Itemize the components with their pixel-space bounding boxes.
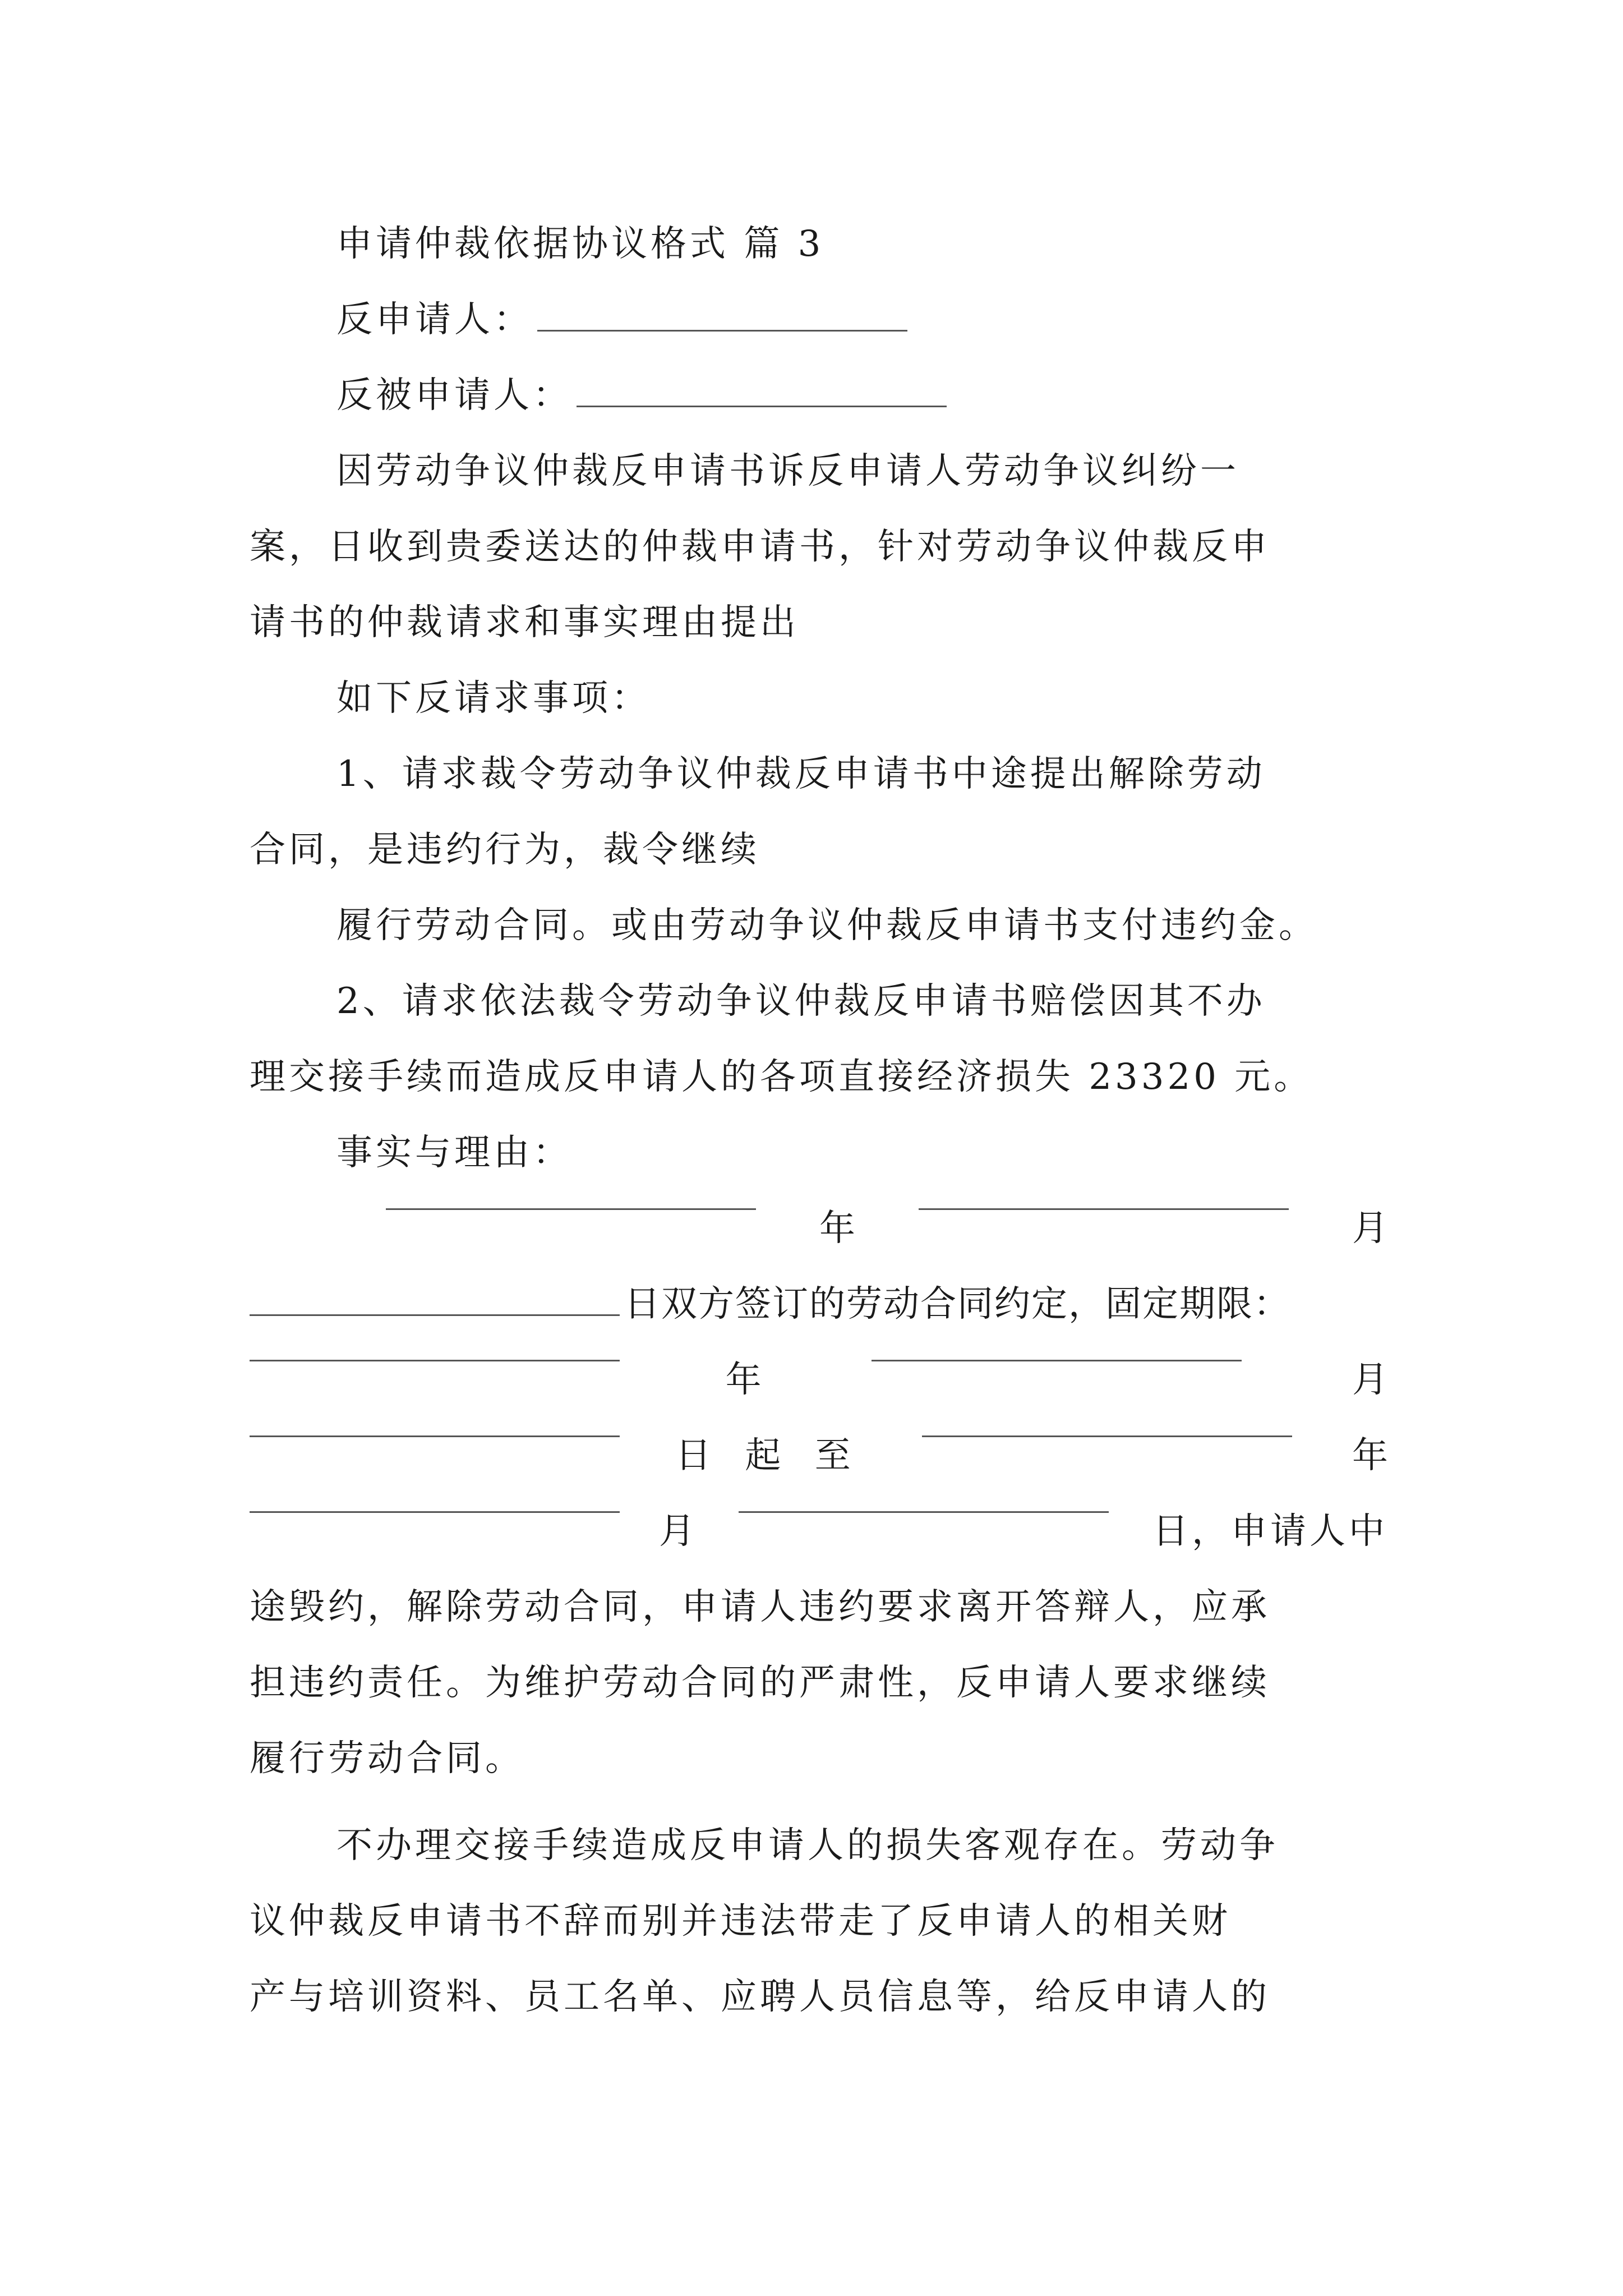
date-blank	[919, 1206, 1289, 1210]
date-blank	[386, 1206, 756, 1210]
paragraph-3-line-3: 履行劳动合同。	[250, 1738, 524, 1779]
date-blank	[872, 1358, 1242, 1361]
date-year-label: 年	[1352, 1435, 1388, 1476]
date-row-1	[381, 1206, 1388, 1251]
claim-2-line-1: 2、请求依法裁令劳动争议仲裁反申请书赔偿因其不办	[336, 981, 1266, 1022]
date-row-4	[250, 1433, 1388, 1478]
paragraph-4-line-3: 产与培训资料、员工名单、应聘人员信息等，给反申请人的	[250, 1976, 1270, 2018]
document-heading: 申请仲裁依据协议格式 篇 3	[336, 223, 824, 265]
counter-respondent-line	[336, 373, 1388, 418]
date-day-end-text: 日，申请人中	[1152, 1511, 1388, 1552]
date-from-label: 日 起 至	[675, 1435, 862, 1476]
date-year-label: 年	[819, 1208, 855, 1249]
claim-2-line-2: 理交接手续而造成反申请人的各项直接经济损失 23320 元。	[250, 1056, 1313, 1098]
date-month-label: 月	[1352, 1208, 1388, 1249]
date-blank	[250, 1433, 620, 1437]
date-year-label: 年	[725, 1359, 762, 1401]
date-blank	[250, 1509, 620, 1513]
counter-respondent-label: 反被申请人：	[336, 375, 572, 416]
paragraph-1-line-3: 请书的仲裁请求和事实理由提出	[250, 602, 799, 643]
date-blank	[250, 1358, 620, 1361]
date-row-5	[250, 1509, 1388, 1554]
date-day-signed-text: 日双方签订的劳动合同约定，固定期限：	[624, 1283, 1290, 1325]
date-row-2	[250, 1282, 1388, 1327]
counter-applicant-blank	[537, 328, 907, 332]
facts-heading: 事实与理由：	[336, 1132, 572, 1174]
paragraph-3-line-2: 担违约责任。为维护劳动合同的严肃性，反申请人要求继续	[250, 1662, 1270, 1704]
paragraph-4-line-1: 不办理交接手续造成反申请人的损失客观存在。劳动争	[336, 1825, 1279, 1866]
claims-intro: 如下反请求事项：	[336, 678, 651, 719]
paragraph-1-line-2: 案，日收到贵委送达的仲裁申请书，针对劳动争议仲裁反申	[250, 526, 1270, 568]
counter-respondent-blank	[577, 403, 947, 407]
claim-1-line-3: 履行劳动合同。或由劳动争议仲裁反申请书支付违约金。	[336, 905, 1318, 946]
date-month-label: 月	[659, 1511, 695, 1552]
date-blank	[922, 1433, 1292, 1437]
claim-1-line-1: 1、请求裁令劳动争议仲裁反申请书中途提出解除劳动	[336, 753, 1266, 795]
counter-applicant-label: 反申请人：	[336, 299, 533, 341]
date-blank	[250, 1312, 620, 1316]
claim-1-line-2: 合同，是违约行为，裁令继续	[250, 829, 760, 871]
date-month-label: 月	[1352, 1359, 1388, 1401]
counter-applicant-line	[336, 297, 1388, 342]
paragraph-3-line-1: 途毁约，解除劳动合同，申请人违约要求离开答辩人，应承	[250, 1586, 1270, 1628]
date-row-3	[250, 1358, 1388, 1402]
date-blank	[739, 1509, 1109, 1513]
paragraph-4-line-2: 议仲裁反申请书不辞而别并违法带走了反申请人的相关财	[250, 1901, 1231, 1942]
paragraph-1-line-1: 因劳动争议仲裁反申请书诉反申请人劳动争议纠纷一	[336, 450, 1239, 492]
